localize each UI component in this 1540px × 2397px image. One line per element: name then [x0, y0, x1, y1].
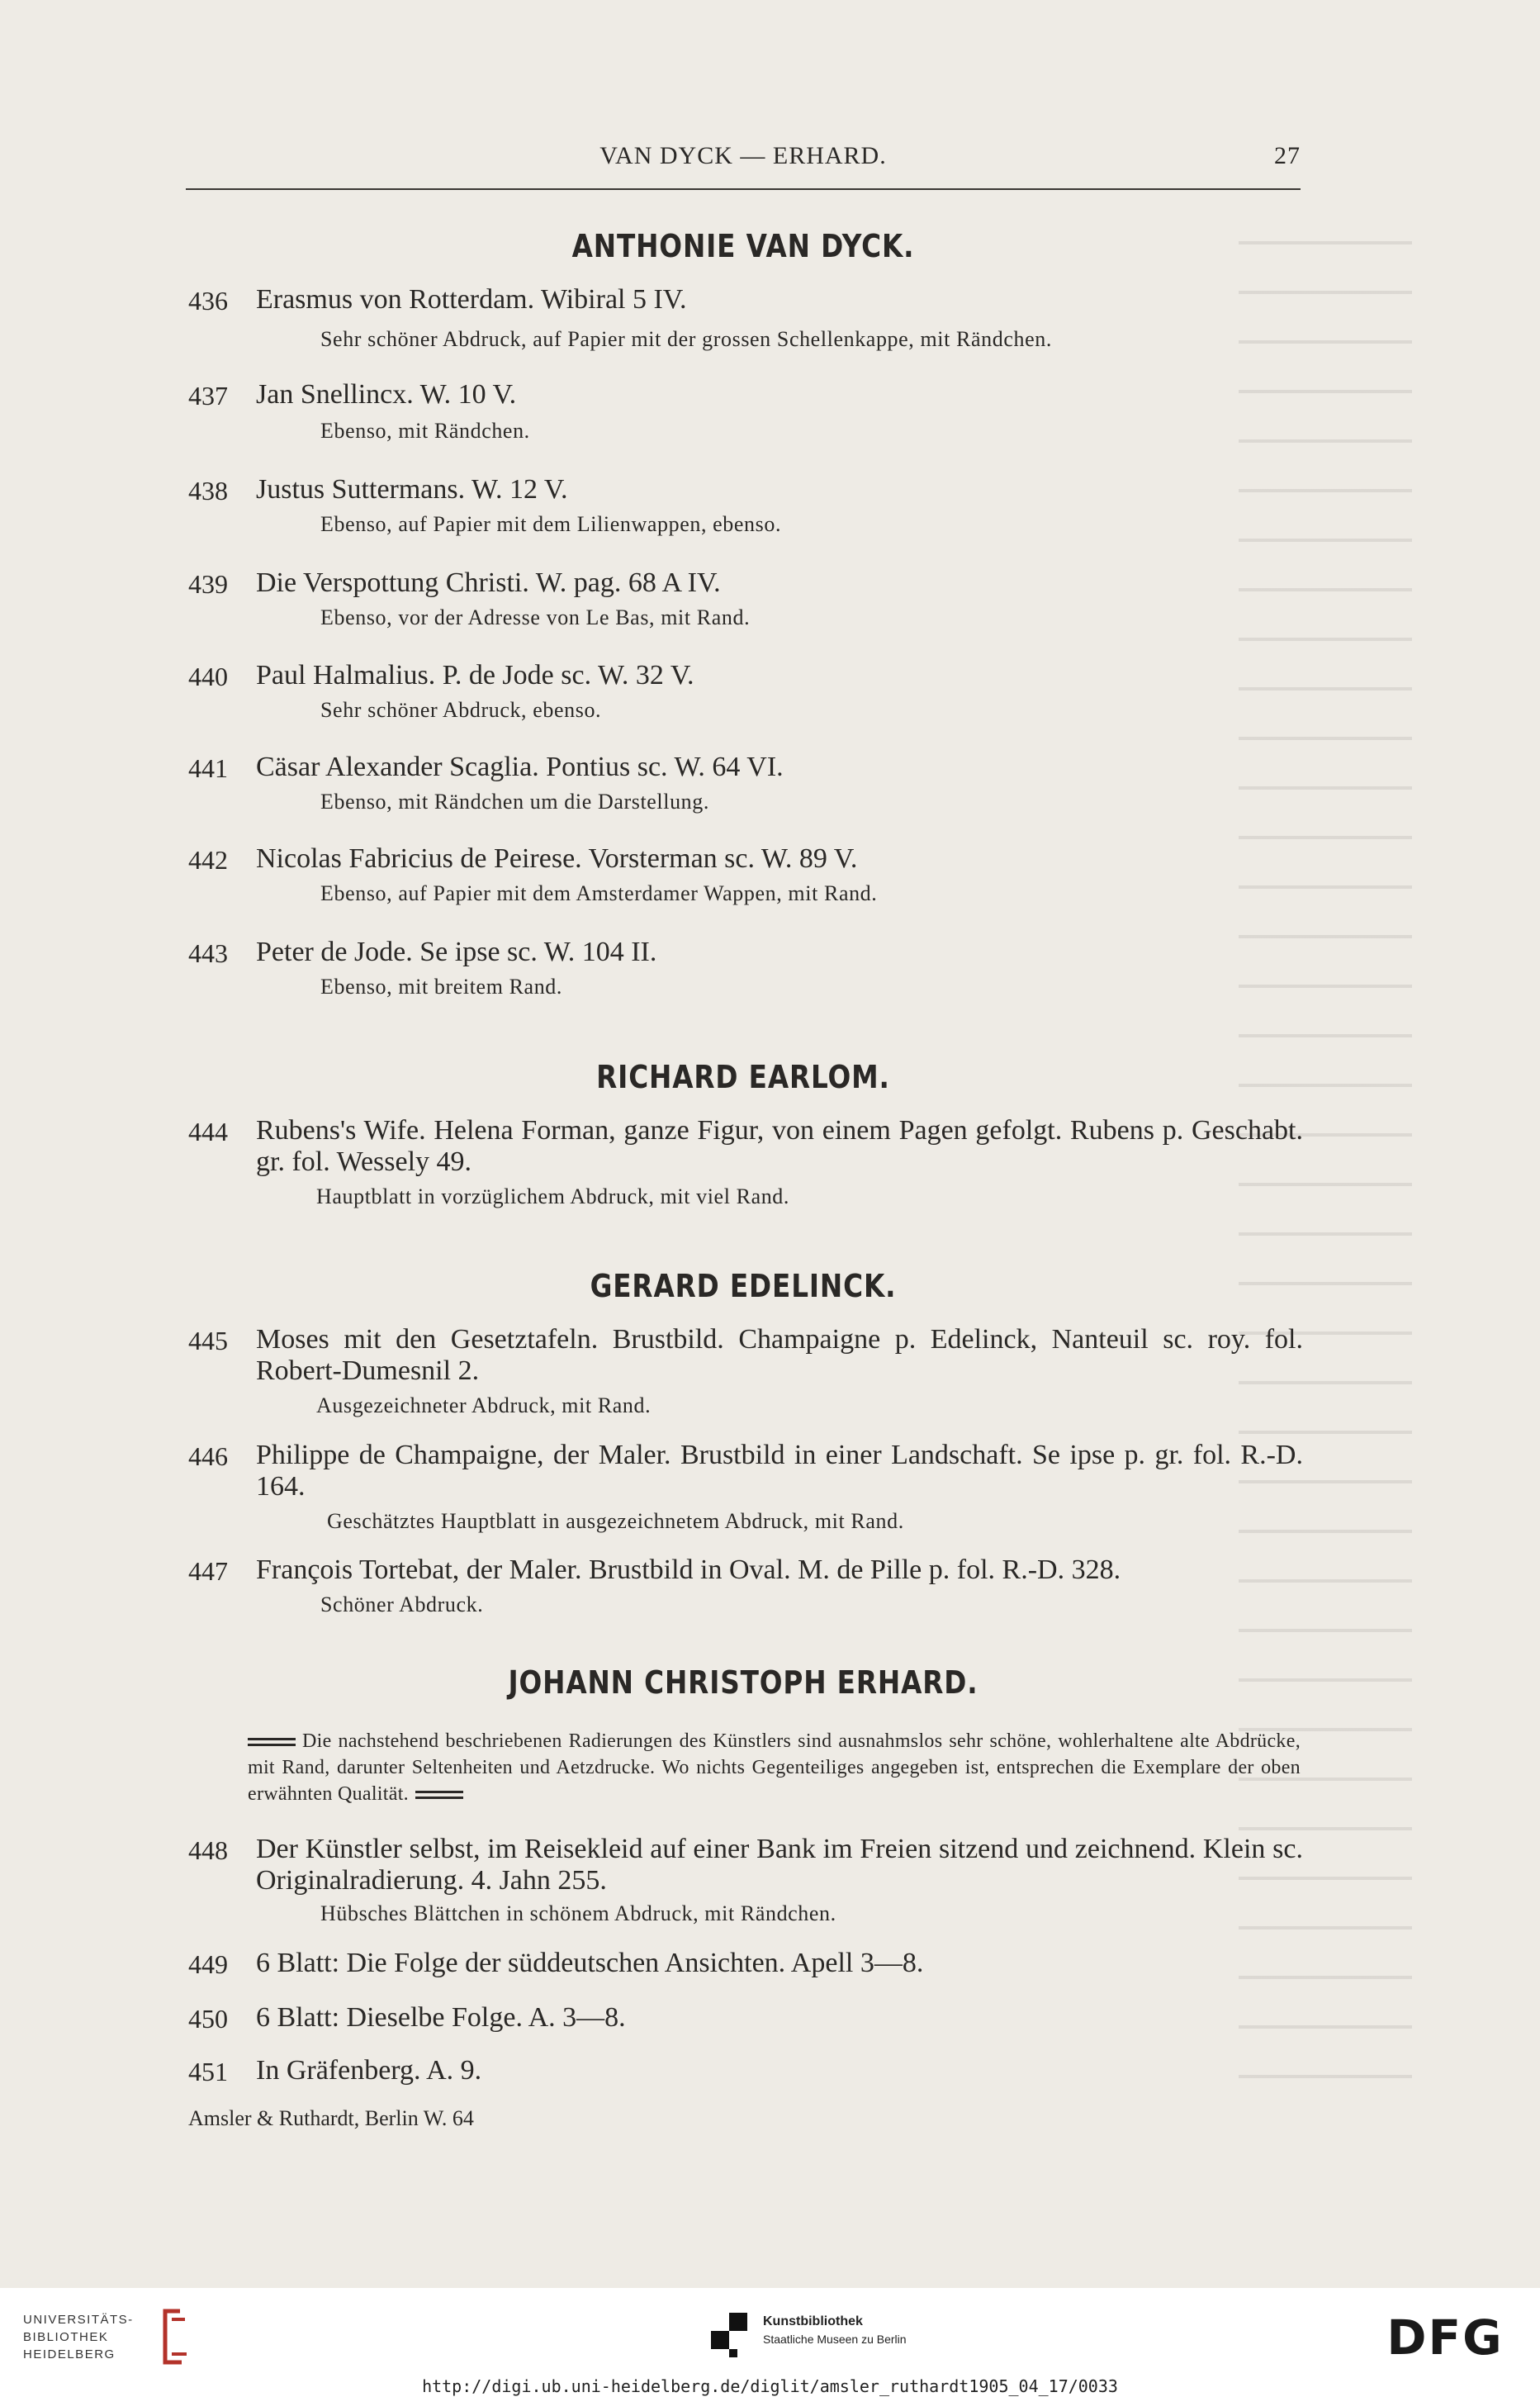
entry-title: 6 Blatt: Die Folge der süddeutschen Ansichten. Apell 3—8. — [256, 1948, 924, 1978]
entry-number: 437 — [188, 381, 228, 411]
entry-title: 6 Blatt: Dieselbe Folge. A. 3—8. — [256, 2002, 626, 2033]
entry-title: Peter de Jode. Se ipse sc. W. 104 II. — [256, 937, 657, 967]
entry-number: 436 — [188, 286, 228, 316]
entry-note: Sehr schöner Abdruck, auf Papier mit der grossen Schellenkappe, mit Rändchen. — [320, 327, 1052, 351]
entry-title: In Gräfenberg. A. 9. — [256, 2055, 482, 2086]
entry-title: Nicolas Fabricius de Peirese. Vorsterman sc. W. 89 V. — [256, 843, 858, 874]
dfg-logo[interactable] — [1371, 2311, 1519, 2361]
entry-title: Rubens's Wife. Helena Forman, ganze Figur, von einem Pagen gefolgt. Rubens p. Geschabt. gr. fol. Wessely 49. — [256, 1115, 1303, 1177]
entry-number: 445 — [188, 1326, 228, 1355]
kunstbibliothek-label[interactable] — [763, 2314, 907, 2346]
entry-number: 449 — [188, 1949, 228, 1979]
section-title-earlom: RICHARD EARLOM. — [596, 1059, 890, 1095]
page-number: 27 — [1274, 142, 1301, 169]
entry-number: 443 — [188, 938, 228, 968]
university-library-logo[interactable] — [23, 2311, 134, 2363]
double-rule-mark — [248, 1738, 296, 1746]
entry-title: Cäsar Alexander Scaglia. Pontius sc. W. 64 VI. — [256, 752, 784, 782]
library-line: BIBLIOTHEK — [23, 2330, 109, 2344]
entry-note: Schöner Abdruck. — [320, 1592, 484, 1616]
entry-number: 450 — [188, 2004, 228, 2034]
entry-number: 441 — [188, 753, 228, 783]
entry-title: Erasmus von Rotterdam. Wibiral 5 IV. — [256, 284, 687, 315]
entry-title: François Tortebat, der Maler. Brustbild in Oval. M. de Pille p. fol. R.-D. 328. — [256, 1554, 1121, 1585]
entry-number: 451 — [188, 2057, 228, 2086]
entry-number: 442 — [188, 845, 228, 875]
section-title-van-dyck: ANTHONIE VAN DYCK. — [571, 228, 915, 264]
entry-number: 444 — [188, 1117, 228, 1146]
entry-title: Philippe de Champaigne, der Maler. Brustbild in einer Landschaft. Se ipse p. gr. fol. R.-D. 164. — [256, 1440, 1303, 1502]
section-title-erhard: JOHANN CHRISTOPH ERHARD. — [508, 1664, 978, 1701]
entry-title: Justus Suttermans. W. 12 V. — [256, 474, 568, 505]
page-url[interactable]: http://digi.ub.uni-heidelberg.de/diglit/amsler_ruthardt1905_04_17/0033 — [422, 2376, 1118, 2396]
entry-note: Ebenso, mit Rändchen um die Darstellung. — [320, 790, 709, 814]
entry-title: Die Verspottung Christi. W. pag. 68 A IV. — [256, 567, 721, 598]
entry-note: Ebenso, auf Papier mit dem Lilienwappen, ebenso. — [320, 512, 782, 536]
entry-note: Geschätztes Hauptblatt in ausgezeichnetem Abdruck, mit Rand. — [327, 1509, 904, 1533]
publisher-imprint: Amsler & Ruthardt, Berlin W. 64 — [188, 2106, 474, 2130]
entry-number: 447 — [188, 1556, 228, 1586]
entry-note: Ebenso, vor der Adresse von Le Bas, mit Rand. — [320, 605, 751, 629]
dfg-logo-text: DFG — [1386, 2311, 1504, 2361]
entry-number: 440 — [188, 662, 228, 691]
entry-note: Ebenso, mit breitem Rand. — [320, 975, 563, 999]
section-title-edelinck: GERARD EDELINCK. — [590, 1268, 897, 1304]
section-footnote — [248, 1728, 1301, 1807]
entry-note: Ebenso, mit Rändchen. — [320, 419, 530, 443]
library-line: HEIDELBERG — [23, 2347, 116, 2361]
library-emblem-icon — [155, 2308, 192, 2366]
kb-subtitle: Staatliche Museen zu Berlin — [763, 2333, 907, 2346]
entry-note: Sehr schöner Abdruck, ebenso. — [320, 698, 602, 722]
entry-number: 439 — [188, 569, 228, 599]
library-line: UNIVERSITÄTS- — [23, 2313, 134, 2327]
entry-note: Hübsches Blättchen in schönem Abdruck, mit Rändchen. — [320, 1901, 836, 1925]
entry-number: 438 — [188, 476, 228, 506]
entry-title: Moses mit den Gesetztafeln. Brustbild. Champaigne p. Edelinck, Nanteuil sc. roy. fol. Robert-Dumesnil 2. — [256, 1324, 1303, 1386]
header-rule — [186, 188, 1301, 190]
entry-title: Paul Halmalius. P. de Jode sc. W. 32 V. — [256, 660, 694, 691]
entry-title: Der Künstler selbst, im Reisekleid auf einer Bank im Freien sitzend und zeichnend. Klein sc. Originalradierung. 4. Jahn 255. — [256, 1834, 1303, 1896]
entry-note: Ebenso, auf Papier mit dem Amsterdamer Wappen, mit Rand. — [320, 881, 878, 905]
entry-number: 448 — [188, 1835, 228, 1865]
entry-note: Ausgezeichneter Abdruck, mit Rand. — [316, 1393, 652, 1417]
double-rule-mark — [415, 1791, 463, 1799]
entry-title: Jan Snellincx. W. 10 V. — [256, 379, 517, 410]
entry-note: Hauptblatt in vorzüglichem Abdruck, mit viel Rand. — [316, 1184, 790, 1208]
running-header-title: VAN DYCK — ERHARD. — [599, 142, 887, 169]
kunstbibliothek-logo-icon — [706, 2313, 756, 2359]
footnote-text: Die nachstehend beschriebenen Radierungen des Künstlers sind ausnahmslos sehr schöne, wohlerhaltene alte Abdrücke, mit Rand, darunter Seltenheiten und Aetzdrucke. Wo nichts Gegenteiliges angegeben ist, entsprechen die Exemplare der oben erwähnten Qualität. — [248, 1730, 1301, 1805]
kb-title: Kunstbibliothek — [763, 2314, 863, 2328]
entry-number: 446 — [188, 1441, 228, 1471]
